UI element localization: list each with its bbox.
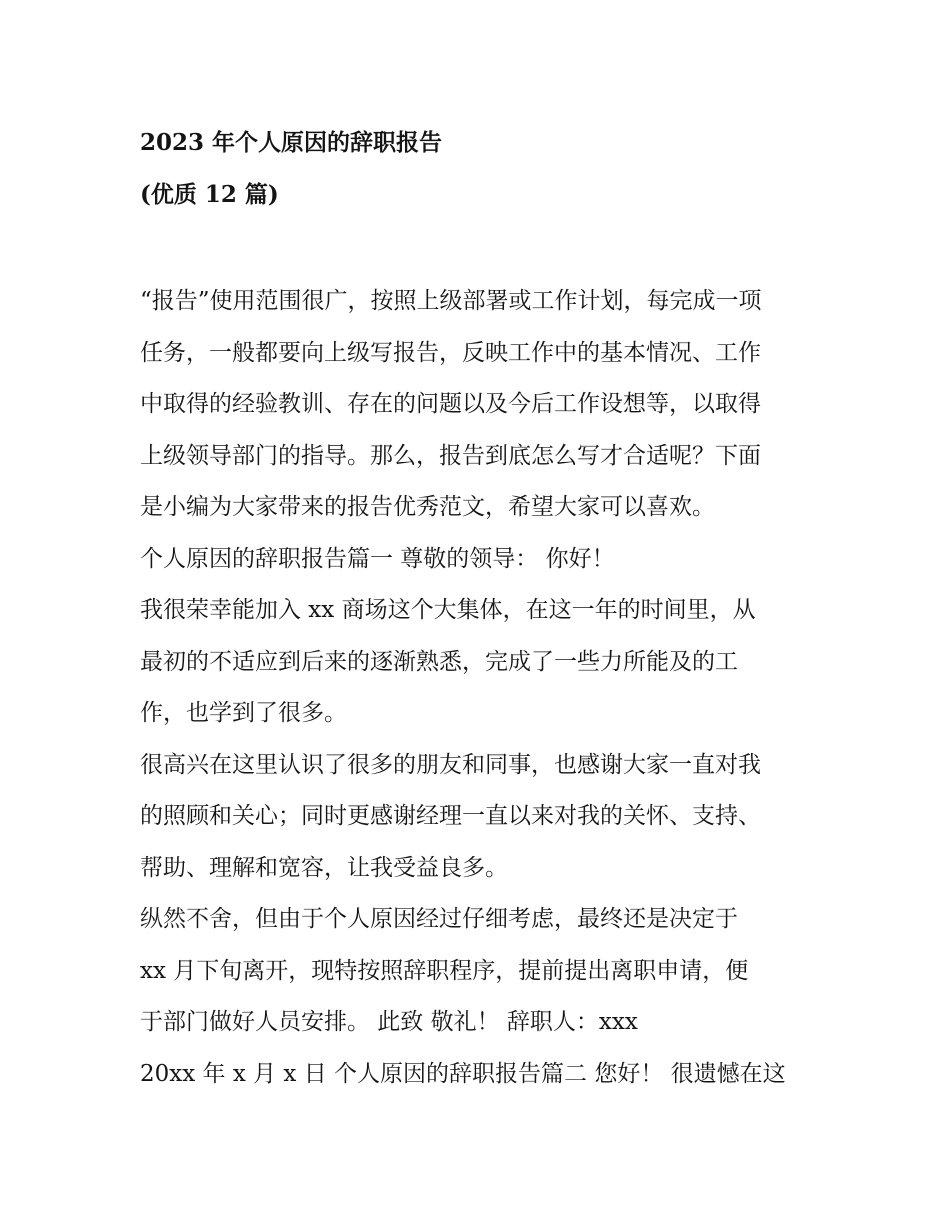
document-title <box>140 117 830 220</box>
body-line: 任务，一般都要向上级写报告，反映工作中的基本情况、工作 <box>140 339 761 366</box>
body-line: 是小编为大家带来的报告优秀范文，希望大家可以喜欢。 <box>140 494 715 520</box>
body-line: 上级领导部门的指导。那么，报告到底怎么写才合适呢？下面 <box>140 442 761 469</box>
title-line: (优质 12 篇) <box>140 180 279 208</box>
body-line: 的照顾和关心；同时更感谢经理一直以来对我的关怀、支持、 <box>140 803 761 829</box>
body-line: 最初的不适应到后来的逐渐熟悉，完成了一些力所能及的工 <box>140 648 738 675</box>
body-line: xx 月下旬离开，现特按照辞职程序，提前提出离职申请，便 <box>140 957 749 984</box>
body-line: 很高兴在这里认识了很多的朋友和同事，也感谢大家一直对我 <box>140 751 761 778</box>
body-line: 个人原因的辞职报告篇一 尊敬的领导： 你好！ <box>140 545 615 572</box>
document-body <box>140 276 830 1100</box>
body-line: 20xx 年 x 月 x 日 个人原因的辞职报告篇二 您好！ 很遗憾在这 <box>140 1060 786 1087</box>
body-line: 中取得的经验教训、存在的问题以及今后工作设想等，以取得 <box>140 391 761 417</box>
title-line: 2023 年个人原因的辞职报告 <box>140 129 443 156</box>
body-line: 帮助、理解和宽容，让我受益良多。 <box>140 854 508 881</box>
body-line: 于部门做好人员安排。 此致 敬礼！ 辞职人：xxx <box>140 1009 638 1035</box>
body-line: “报告”使用范围很广，按照上级部署或工作计划，每完成一项 <box>140 288 762 314</box>
body-line: 我很荣幸能加入 xx 商场这个大集体，在这一年的时间里，从 <box>140 597 756 623</box>
body-line: 纵然不舍，但由于个人原因经过仔细考虑，最终还是决定于 <box>140 906 738 932</box>
body-line: 作，也学到了很多。 <box>140 700 347 726</box>
